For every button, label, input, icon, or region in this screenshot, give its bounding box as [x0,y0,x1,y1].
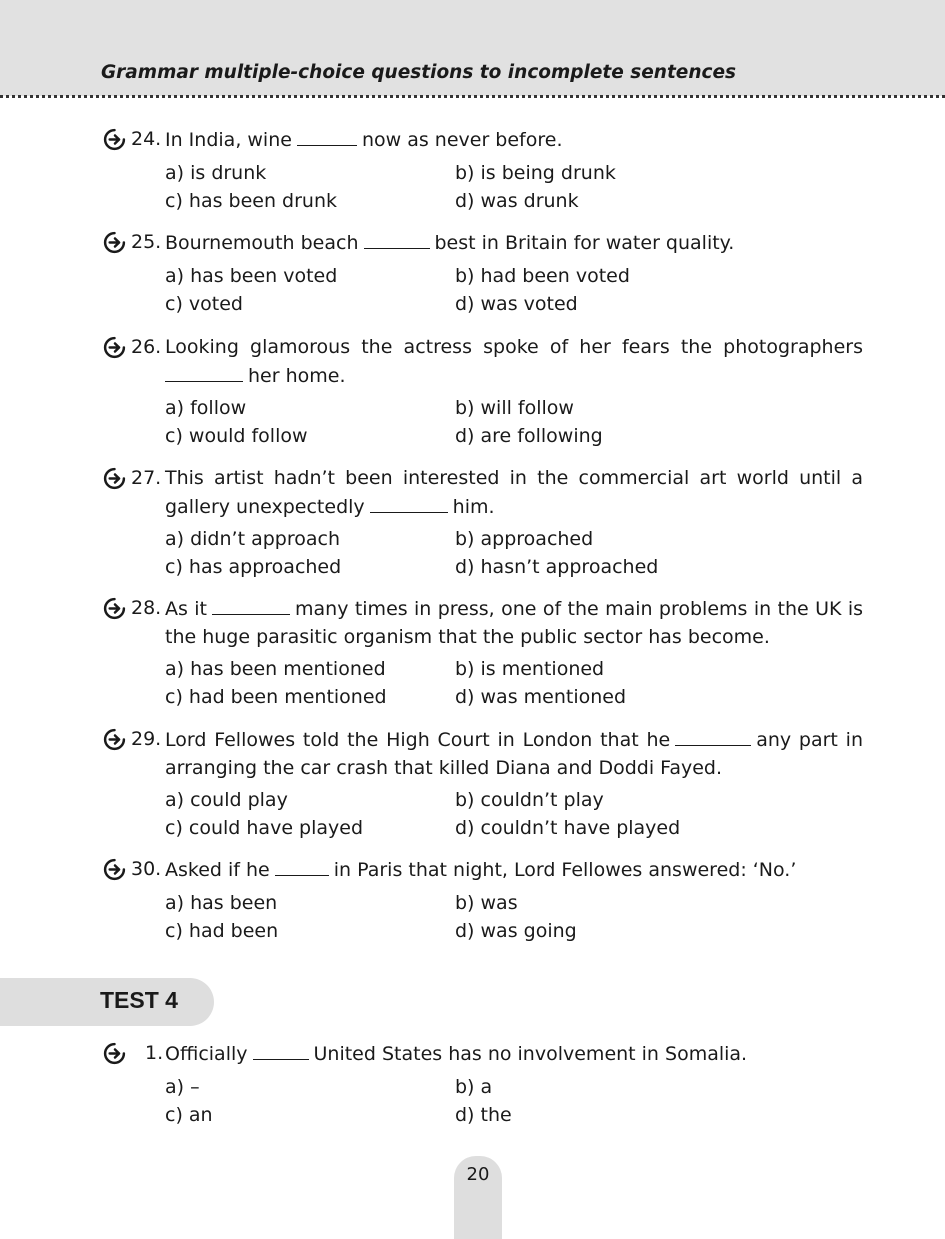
circled-arrow-icon [103,467,126,490]
test-heading-tab [0,978,214,1026]
question-text-before: Bournemouth beach [165,232,359,254]
question-text [165,229,863,258]
circled-arrow-icon [103,858,126,881]
question-text-before: In India, wine [165,129,292,151]
question-text-before: As it [165,598,208,620]
options [165,890,863,945]
question-number: 1. [145,1042,164,1064]
question-text-after: any part in arranging the car crash that killed Diana and Doddi Fayed. [165,729,863,779]
circled-arrow-icon [103,597,126,620]
question-text [165,595,863,651]
question-number: 27. [131,467,162,489]
option-b[interactable]: b) will follow [455,397,574,419]
answer-blank[interactable] [275,856,329,876]
option-c[interactable]: c) voted [165,292,243,315]
question-28 [103,595,863,711]
page-number-tab [454,1156,502,1239]
question-26 [103,334,863,450]
option-d[interactable]: d) are following [455,425,603,447]
options [165,160,863,215]
question-number: 25. [131,231,162,253]
option-a[interactable]: a) could play [165,789,288,811]
option-d[interactable]: d) couldn’t have played [455,817,681,839]
question-text-after: best in Britain for water quality. [434,232,735,254]
circled-arrow-icon [103,231,126,254]
question-text-before: Officially [165,1043,248,1065]
option-d[interactable]: d) was drunk [455,189,579,212]
options [165,656,863,711]
option-b[interactable]: b) was [455,891,518,914]
section-title: Grammar multiple-choice questions to incomplete sentences [101,62,737,83]
option-c[interactable]: c) had been mentioned [165,686,387,708]
circled-arrow-icon [103,1042,126,1065]
option-d[interactable]: d) was voted [455,292,578,315]
question-number: 24. [131,128,162,150]
question-24 [103,126,863,215]
option-d[interactable]: d) hasn’t approached [455,556,659,578]
question-27 [103,465,863,581]
option-b[interactable]: b) had been voted [455,264,630,287]
options [165,1074,863,1129]
answer-blank[interactable] [253,1040,309,1060]
option-c[interactable]: c) has been drunk [165,189,338,212]
option-b[interactable]: b) approached [455,528,594,550]
option-c[interactable]: c) an [165,1103,213,1126]
options [165,526,863,581]
question-text-after: in Paris that night, Lord Fellowes answered: ‘No.’ [333,859,797,881]
question-text-after: him. [452,495,495,518]
question-25 [103,229,863,318]
option-a[interactable]: a) – [165,1075,200,1098]
question-text-before: This artist hadn’t been interested in the commercial art world until a gallery unexpectedly [165,467,863,518]
question-text [165,856,863,885]
question-number: 29. [131,728,162,750]
question-30 [103,856,863,945]
circled-arrow-icon [103,336,126,359]
question-text [165,1040,863,1069]
options [165,787,863,842]
option-a[interactable]: a) has been [165,891,278,914]
question-number: 30. [131,858,162,880]
question-text-after: now as never before. [361,129,563,151]
answer-blank[interactable] [165,362,243,382]
option-c[interactable]: c) would follow [165,425,308,447]
circled-arrow-icon [103,728,126,751]
answer-blank[interactable] [364,229,430,249]
question-number: 28. [131,597,162,619]
question-text-before: Looking glamorous the actress spoke of her fears the photographers [165,336,863,358]
question-text-after: United States has no involvement in Somalia. [313,1043,748,1065]
option-b[interactable]: b) is being drunk [455,161,616,184]
option-b[interactable]: b) couldn’t play [455,789,604,811]
options [165,395,863,450]
option-b[interactable]: b) is mentioned [455,658,605,680]
question-text [165,126,863,155]
question-number: 26. [131,336,162,358]
option-a[interactable]: a) didn’t approach [165,528,340,550]
question-text [165,334,863,390]
answer-blank[interactable] [297,126,357,146]
question-text-before: Asked if he [165,859,270,881]
option-c[interactable]: c) had been [165,919,279,942]
option-a[interactable]: a) has been mentioned [165,658,386,680]
option-b[interactable]: b) a [455,1075,493,1098]
answer-blank[interactable] [212,595,290,615]
option-a[interactable]: a) has been voted [165,264,338,287]
page-number: 20 [466,1164,490,1185]
option-c[interactable]: c) has approached [165,556,342,578]
option-d[interactable]: d) was going [455,919,577,942]
question-text-after: her home. [248,364,346,387]
question-29 [103,726,863,842]
test-question-1 [103,1040,863,1129]
option-d[interactable]: d) was mentioned [455,686,627,708]
options [165,263,863,318]
question-text-after: many times in press, one of the main problems in the UK is the huge parasitic organism that the public sector has become. [165,598,863,648]
option-c[interactable]: c) could have played [165,817,364,839]
question-text [165,465,863,521]
option-a[interactable]: a) is drunk [165,161,267,184]
option-a[interactable]: a) follow [165,397,247,419]
test-heading: TEST 4 [100,987,178,1013]
answer-blank[interactable] [675,726,751,746]
dotted-divider [0,95,945,98]
question-text [165,726,863,782]
circled-arrow-icon [103,128,126,151]
option-d[interactable]: d) the [455,1103,512,1126]
question-text-before: Lord Fellowes told the High Court in London that he [165,729,671,751]
answer-blank[interactable] [370,493,448,513]
